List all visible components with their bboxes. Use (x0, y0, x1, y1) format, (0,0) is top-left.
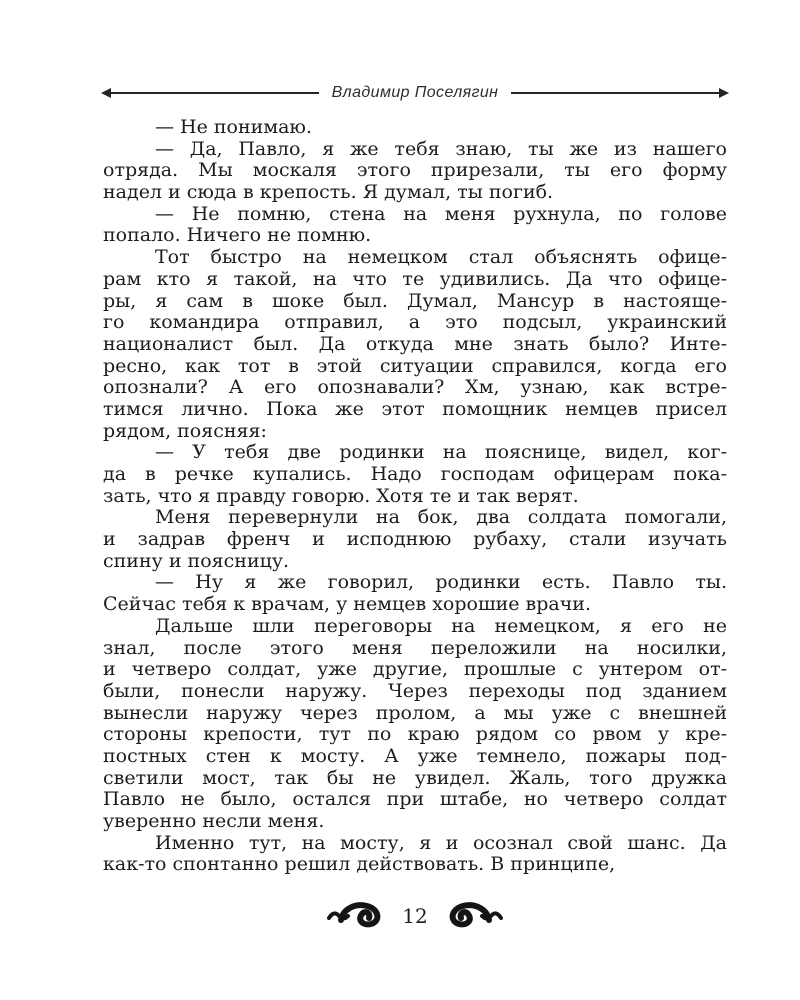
text-line: стороны крепости, тут по краю рядом со рвом у кре- (103, 723, 727, 746)
text-line: уверенно несли меня. (103, 810, 325, 832)
page-text (103, 117, 727, 876)
text-line: знал, после этого меня переложили на носилки, (103, 636, 727, 659)
footer-swirl-ornament-left (327, 901, 391, 931)
text-line: постных стен к мосту. А уже темнело, пожары под- (103, 744, 727, 767)
text-line: Тот быстро на немецком стал объяснять офице- (155, 246, 727, 269)
text-line: да в речке купались. Надо господам офицерам пока- (103, 463, 727, 485)
text-line: — Не помню, стена на меня рухнула, по голове (155, 202, 727, 225)
text-line: Павло не было, остался при штабе, но четверо солдат (103, 788, 727, 811)
footer-swirl-ornament-right (439, 901, 503, 931)
running-header (103, 83, 727, 103)
text-line: — Ну я же говорил, родинки есть. Павло ты. (155, 571, 727, 594)
text-line: ресно, как тот в этой ситуации справился, когда его (103, 354, 727, 377)
text-line: рам кто я такой, на что те удивились. Да что офице- (103, 267, 727, 290)
author-name: Владимир Поселягин (331, 84, 499, 101)
page-footer (103, 898, 727, 934)
text-line: попало. Ничего не помню. (103, 224, 372, 247)
text-line: надел и сюда в крепость. Я думал, ты погиб. (103, 181, 554, 204)
text-line: националист был. Да откуда мне знать было? Инте- (103, 332, 727, 355)
text-line: — У тебя две родинки на пояснице, видел, ког- (155, 441, 727, 464)
text-line: зать, что я правду говорю. Хотя те и так верят. (103, 484, 579, 507)
header-rule-right-arrow (511, 92, 727, 94)
text-line: отряда. Мы москаля этого прирезали, ты его форму (103, 159, 727, 182)
header-rule-left-arrow (103, 92, 319, 94)
text-line: вынесли наружу через пролом, а мы уже с внешней (103, 701, 727, 724)
text-line: опознали? А его опознавали? Хм, узнаю, как встре- (103, 376, 727, 399)
text-line: ры, я сам в шоке был. Думал, Мансур в настояще- (103, 289, 727, 312)
text-line: го командира отправил, а это подсыл, украинский (103, 311, 727, 334)
text-line: Сейчас тебя к врачам, у немцев хорошие врачи. (103, 593, 592, 616)
text-line: тимся лично. Пока же этот помощник немцев присел (103, 397, 727, 420)
text-line: были, понесли наружу. Через переходы под зданием (103, 679, 727, 702)
text-line: и четверо солдат, уже другие, прошлые с унтером от- (103, 658, 727, 681)
text-line: Именно тут, на мосту, я и осознал свой шанс. Да (155, 831, 727, 854)
text-line: — Не понимаю. (155, 116, 313, 138)
text-line: Меня перевернули на бок, два солдата помогали, (155, 506, 727, 529)
text-line: — Да, Павло, я же тебя знаю, ты же из нашего (155, 137, 727, 160)
page-number: 12 (402, 904, 428, 928)
text-line: Дальше шли переговоры на немецком, я его не (155, 614, 727, 637)
text-line: рядом, поясняя: (103, 419, 267, 442)
text-line: светили мост, так бы не увидел. Жаль, того дружка (103, 766, 727, 789)
text-line: и задрав френч и исподнюю рубаху, стали изучать (103, 528, 727, 551)
text-line: спину и поясницу. (103, 549, 290, 572)
text-line: как-то спонтанно решил действовать. В принципе, (103, 853, 616, 876)
